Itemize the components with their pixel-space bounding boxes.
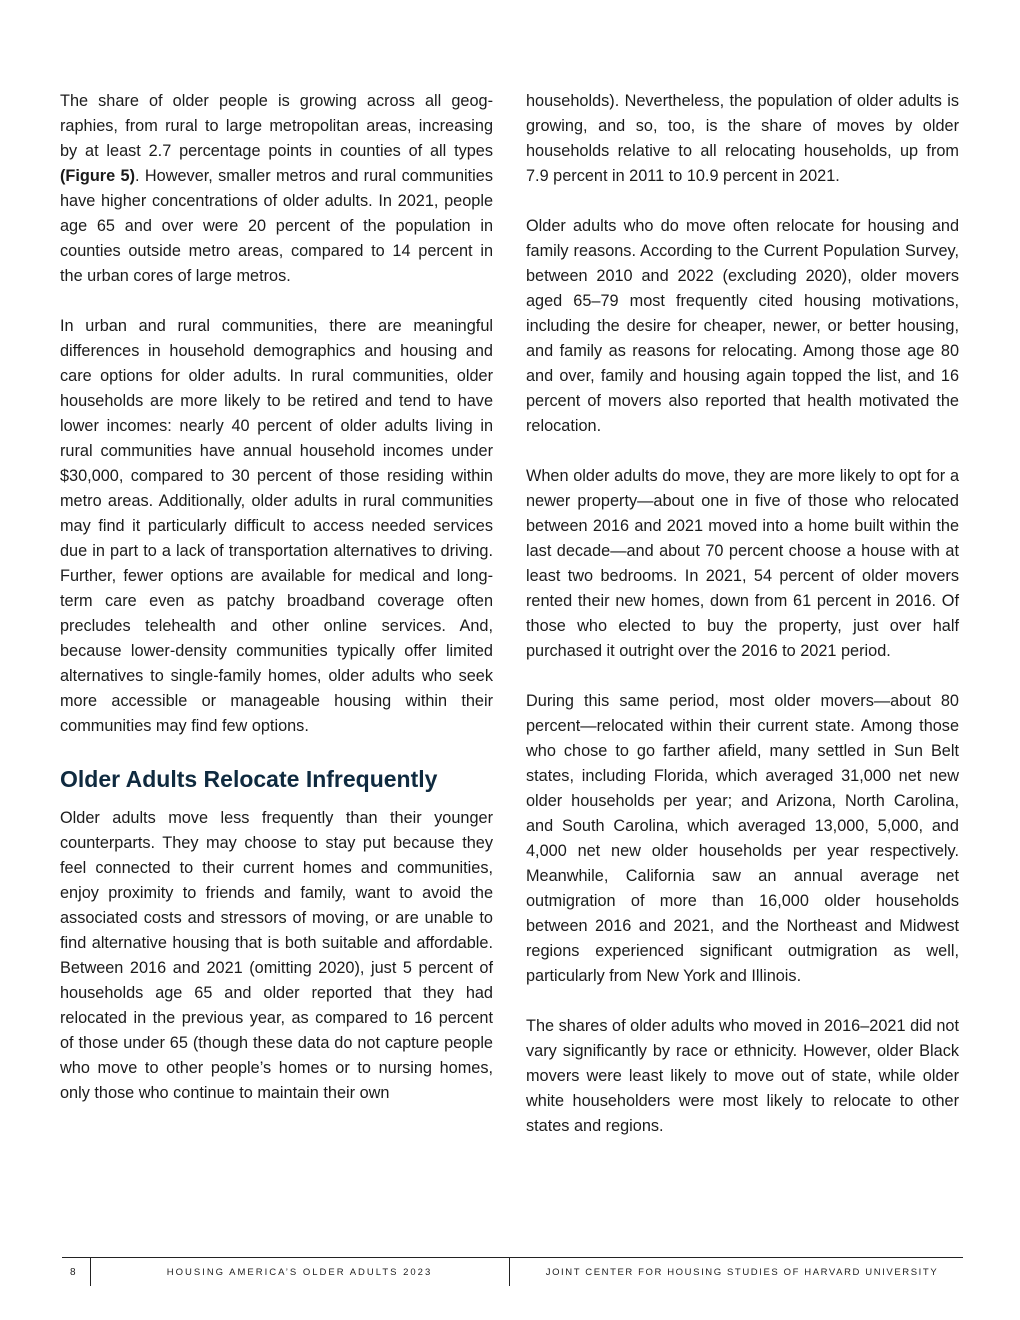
paragraph-text: The share of older people is growing across all geographies, from rural to large metropolitan areas, increasing by at least 2.7 percentage points in counties of all types [60,92,493,160]
left-column [60,89,493,1106]
organization-name: JOINT CENTER FOR HOUSING STUDIES OF HARVARD UNIVERSITY [545,1267,939,1278]
page-number: 8 [70,1267,77,1278]
section-heading: Older Adults Relocate Infrequently [60,766,438,792]
paragraph-households-continued: households). Nevertheless, the population of older adults is growing, and so, too, is the share of moves by older households relative to all relocating households, up from 7.9 percent in 2011 to 10.9 percent in 2021. [526,92,959,185]
page-footer [62,1257,963,1288]
paragraph-migration: During this same period, most older movers—about 80 percent—relocated within their current state. Among those who chose to go farther afield, many settled in Sun Belt states, including Florida, which averaged 31,000 net new older households per year; and Arizona, North Carolina, and South Carolina, which averaged 13,000, 5,000, and 4,000 net new older households per year respectively. Meanwhile, California saw an annual average net outmigration of more than 16,000 older households between 2016 and 2021, and the Northeast and Midwest regions experienced significant outmigration as well, particularly from New York and Illinois. [526,692,959,985]
figure-5-reference[interactable]: (Figure 5) [60,167,136,185]
paragraph-reasons: Older adults who do move often relocate for housing and family reasons. According to the Current Population Survey, between 2010 and 2022 (excluding 2020), older movers aged 65–79 most frequently cited housing motivations, including the desire for cheaper, newer, or better housing, and family as reasons for relocating. Among those age 80 and over, family and housing again topped the list, and 16 percent of movers also reported that health motivated the relocation. [526,217,959,435]
publication-title: HOUSING AMERICA’S OLDER ADULTS 2023 [166,1267,433,1278]
paragraph-newer-property: When older adults do move, they are more likely to opt for a newer property—about one in five of those who relocated between 2016 and 2021 moved into a home built within the last decade—and about 70 percent choose a house with at least two bedrooms. In 2021, 54 percent of older movers rented their new homes, down from 61 percent in 2016. Of those who elected to buy the property, just over half purchased it outright over the 2016 to 2021 period. [526,467,959,660]
paragraph-text: . However, smaller metros and rural communities have higher concentrations of older adults. In 2021, people age 65 and over were 20 percent of the population in counties outside metro areas, compared to 14 percent in the urban cores of large metros. [60,167,493,285]
paragraph-geographies [60,89,493,289]
paragraph-urban-rural: In urban and rural communities, there are meaningful differences in household demographics and housing and care options for older adults. In rural communities, older households are more likely to be retired and tend to have lower incomes: nearly 40 percent of older adults living in rural communities have annual household incomes under $30,000, compared to 30 percent of those residing within metro areas. Additionally, older adults in rural communities may find it particularly difficult to access needed services due in part to a lack of transportation alternatives to driving. Further, fewer options are available for medical and long-term care even as patchy broadband coverage often precludes telehealth and other online services. And, because lower-density communities typically offer limited alternatives to single-family homes, older adults who seek more accessible or manageable housing within their communities may find few options. [60,317,493,735]
paragraph-move-less: Older adults move less frequently than their younger counterparts. They may choose to stay put because they feel connected to their current homes and communities, enjoy proximity to friends and family, want to avoid the associated costs and stressors of moving, or are unable to find alternative housing that is both suitable and affordable. Between 2016 and 2021 (omitting 2020), just 5 percent of households age 65 and older reported that they had relocated in the previous year, as compared to 16 percent of those under 65 (though these data do not capture people who move to other people’s homes or to nursing homes, only those who continue to maintain their own [60,809,493,1102]
paragraph-race-ethnicity: The shares of older adults who moved in 2016–2021 did not vary significantly by race or ethnicity. However, older Black movers were least likely to move out of state, while older white householders were most likely to relocate to other states and regions. [526,1017,959,1135]
right-column [526,89,959,1139]
